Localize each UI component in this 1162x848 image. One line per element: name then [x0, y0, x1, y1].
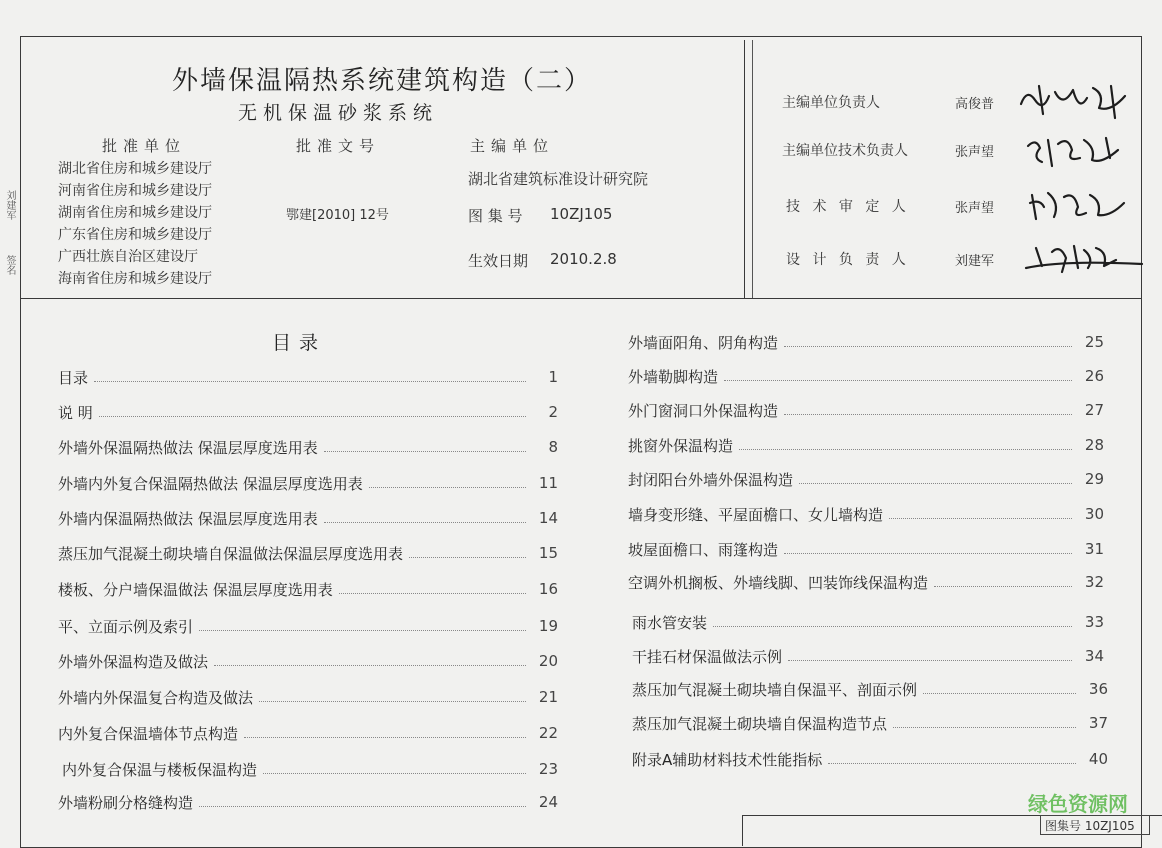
approval-unit-label: 批准单位 — [102, 137, 187, 155]
toc-leader — [788, 659, 1072, 661]
staff-role: 设 计 负 责 人 — [786, 252, 910, 268]
toc-page-number: 30 — [1084, 505, 1104, 523]
toc-leader — [244, 736, 526, 738]
toc-entry[interactable] — [58, 788, 558, 816]
toc-leader — [893, 726, 1076, 728]
toc-entry-text: 目录 — [58, 368, 89, 387]
approval-unit: 湖北省住房和城乡建设厅 — [58, 161, 212, 177]
toc-leader — [199, 629, 526, 631]
staff-role: 主编单位技术负责人 — [782, 143, 908, 159]
toc-entry-text: 封闭阳台外墙外保温构造 — [628, 470, 794, 489]
strip-label: 签名 — [4, 255, 15, 275]
toc-entry[interactable] — [628, 362, 1104, 390]
toc-entry-text: 外墙外保温构造及做法 — [58, 652, 209, 671]
toc-page-number: 36 — [1088, 680, 1108, 698]
atlas-code-stamp: 图集号 10ZJ105 — [1040, 815, 1150, 835]
document-title: 外墙保温隔热系统建筑构造（二） — [172, 66, 593, 96]
toc-leader — [99, 415, 526, 417]
toc-leader — [263, 772, 526, 774]
effective-date: 2010.2.8 — [550, 250, 617, 268]
toc-entry[interactable] — [58, 647, 558, 675]
toc-entry-text: 外墙内保温隔热做法 保温层厚度选用表 — [58, 509, 318, 528]
toc-entry-text: 坡屋面檐口、雨篷构造 — [628, 540, 779, 559]
toc-entry-text: 外墙内外保温复合构造及做法 — [58, 688, 254, 707]
toc-entry-text: 平、立面示例及索引 — [58, 617, 194, 636]
toc-entry-text: 内外复合保温与楼板保温构造 — [62, 760, 258, 779]
toc-page-number: 23 — [538, 760, 558, 778]
toc-leader — [409, 556, 526, 558]
toc-page-number: 14 — [538, 509, 558, 527]
toc-entry[interactable] — [628, 431, 1104, 459]
toc-page-number: 34 — [1084, 647, 1104, 665]
toc-leader — [828, 762, 1076, 764]
toc-page-number: 2 — [548, 403, 558, 421]
approval-unit: 海南省住房和城乡建设厅 — [58, 271, 212, 287]
toc-entry-text: 附录A辅助材料技术性能指标 — [632, 750, 823, 769]
toc-page-number: 11 — [538, 474, 558, 492]
approval-unit: 河南省住房和城乡建设厅 — [58, 183, 212, 199]
toc-leader — [739, 448, 1072, 450]
toc-page-number: 29 — [1084, 470, 1104, 488]
toc-leader — [94, 380, 526, 382]
toc-entry[interactable] — [632, 675, 1108, 703]
toc-page-number: 27 — [1084, 401, 1104, 419]
toc-title: 目录 — [272, 332, 327, 354]
toc-entry-text: 墙身变形缝、平屋面檐口、女儿墙构造 — [628, 505, 884, 524]
toc-page-number: 1 — [548, 368, 558, 386]
toc-entry-text: 外墙粉刷分格缝构造 — [58, 793, 194, 812]
toc-page-number: 22 — [538, 724, 558, 742]
staff-role: 技 术 审 定 人 — [786, 199, 910, 215]
staff-name: 张声望 — [955, 201, 995, 216]
toc-page-number: 19 — [538, 617, 558, 635]
signature-image — [1022, 238, 1152, 278]
toc-entry-text: 外墙面阳角、阴角构造 — [628, 333, 779, 352]
toc-leader — [324, 521, 526, 523]
toc-page-number: 16 — [538, 580, 558, 598]
toc-page-number: 25 — [1084, 333, 1104, 351]
toc-leader — [799, 482, 1072, 484]
toc-leader — [369, 486, 526, 488]
toc-entry-text: 外墙外保温隔热做法 保温层厚度选用表 — [58, 438, 318, 457]
toc-page-number: 21 — [538, 688, 558, 706]
signature-image — [1015, 78, 1135, 123]
toc-leader — [324, 450, 526, 452]
staff-name: 张声望 — [955, 145, 995, 160]
approval-unit: 广东省住房和城乡建设厅 — [58, 227, 212, 243]
toc-page-number: 32 — [1084, 573, 1104, 591]
editor-unit: 湖北省建筑标准设计研究院 — [468, 170, 649, 188]
toc-entry[interactable] — [628, 500, 1104, 528]
binding-strip — [0, 40, 21, 290]
toc-entry[interactable] — [58, 398, 558, 426]
toc-page-number: 24 — [538, 793, 558, 811]
toc-leader — [923, 692, 1076, 694]
toc-leader — [934, 585, 1072, 587]
editor-unit-label: 主编单位 — [470, 137, 555, 155]
effective-date-label: 生效日期 — [468, 252, 529, 270]
toc-entry-text: 内外复合保温墙体节点构造 — [58, 724, 239, 743]
toc-entry[interactable] — [58, 469, 558, 497]
toc-entry[interactable] — [628, 568, 1104, 596]
toc-leader — [713, 625, 1072, 627]
toc-entry[interactable] — [58, 363, 558, 391]
toc-leader — [724, 379, 1072, 381]
approval-doc-number: 鄂建[2010] 12号 — [286, 208, 389, 223]
toc-leader — [339, 592, 526, 594]
document-subtitle: 无机保温砂浆系统 — [238, 102, 439, 124]
toc-entry[interactable] — [628, 465, 1104, 493]
toc-entry-text: 干挂石材保温做法示例 — [632, 647, 783, 666]
toc-entry-text: 蒸压加气混凝土砌块墙自保温构造节点 — [632, 714, 888, 733]
toc-entry-text: 蒸压加气混凝土砌块墙自保温做法保温层厚度选用表 — [58, 544, 404, 563]
toc-entry-text: 挑窗外保温构造 — [628, 436, 734, 455]
toc-page-number: 28 — [1084, 436, 1104, 454]
header-divider — [744, 40, 745, 298]
toc-entry[interactable] — [58, 539, 558, 567]
toc-entry[interactable] — [632, 709, 1108, 737]
toc-entry-text: 说 明 — [58, 403, 93, 422]
toc-page-number: 26 — [1084, 367, 1104, 385]
staff-role: 主编单位负责人 — [782, 95, 880, 111]
toc-entry-text: 外门窗洞口外保温构造 — [628, 401, 779, 420]
strip-name: 刘建军 — [4, 190, 15, 220]
toc-entry[interactable] — [628, 396, 1104, 424]
toc-entry[interactable] — [628, 535, 1104, 563]
atlas-number-label: 图 集 号 — [468, 207, 523, 225]
toc-entry[interactable] — [632, 642, 1104, 670]
toc-page-number: 33 — [1084, 613, 1104, 631]
toc-entry[interactable] — [58, 719, 558, 747]
toc-page-number: 31 — [1084, 540, 1104, 558]
toc-page-number: 40 — [1088, 750, 1108, 768]
toc-entry[interactable] — [58, 433, 558, 461]
toc-leader — [199, 805, 526, 807]
toc-page-number: 8 — [548, 438, 558, 456]
header-divider-inner — [752, 40, 753, 298]
toc-page-number: 37 — [1088, 714, 1108, 732]
toc-entry[interactable] — [632, 745, 1108, 773]
signature-image — [1026, 183, 1136, 228]
toc-entry-text: 外墙内外复合保温隔热做法 保温层厚度选用表 — [58, 474, 363, 493]
toc-entry-text: 蒸压加气混凝土砌块墙自保温平、剖面示例 — [632, 680, 918, 699]
atlas-number: 10ZJ105 — [550, 205, 613, 223]
toc-leader — [784, 413, 1072, 415]
toc-entry[interactable] — [632, 608, 1104, 636]
toc-leader — [784, 345, 1072, 347]
approval-doc-label: 批准文号 — [296, 137, 381, 155]
toc-entry-text: 楼板、分户墙保温做法 保温层厚度选用表 — [58, 580, 333, 599]
toc-page-number: 15 — [538, 544, 558, 562]
site-watermark: 绿色资源网 — [1028, 792, 1128, 816]
toc-entry[interactable] — [58, 612, 558, 640]
staff-name: 高俊普 — [955, 97, 995, 112]
header-separator — [20, 298, 1142, 299]
toc-page-number: 20 — [538, 652, 558, 670]
toc-entry[interactable] — [58, 683, 558, 711]
toc-entry-text: 空调外机搁板、外墙线脚、凹装饰线保温构造 — [628, 573, 929, 592]
approval-unit: 湖南省住房和城乡建设厅 — [58, 205, 212, 221]
toc-entry[interactable] — [62, 755, 558, 783]
toc-entry[interactable] — [58, 504, 558, 532]
toc-leader — [214, 664, 526, 666]
toc-entry-text: 雨水管安装 — [632, 613, 708, 632]
staff-name: 刘建军 — [955, 254, 995, 269]
toc-leader — [784, 552, 1072, 554]
toc-leader — [889, 517, 1072, 519]
toc-leader — [259, 700, 526, 702]
signature-image — [1022, 128, 1132, 173]
toc-entry[interactable] — [628, 328, 1104, 356]
approval-unit: 广西壮族自治区建设厅 — [58, 249, 198, 265]
toc-entry-text: 外墙勒脚构造 — [628, 367, 719, 386]
toc-entry[interactable] — [58, 575, 558, 603]
approval-unit-list — [58, 158, 212, 290]
